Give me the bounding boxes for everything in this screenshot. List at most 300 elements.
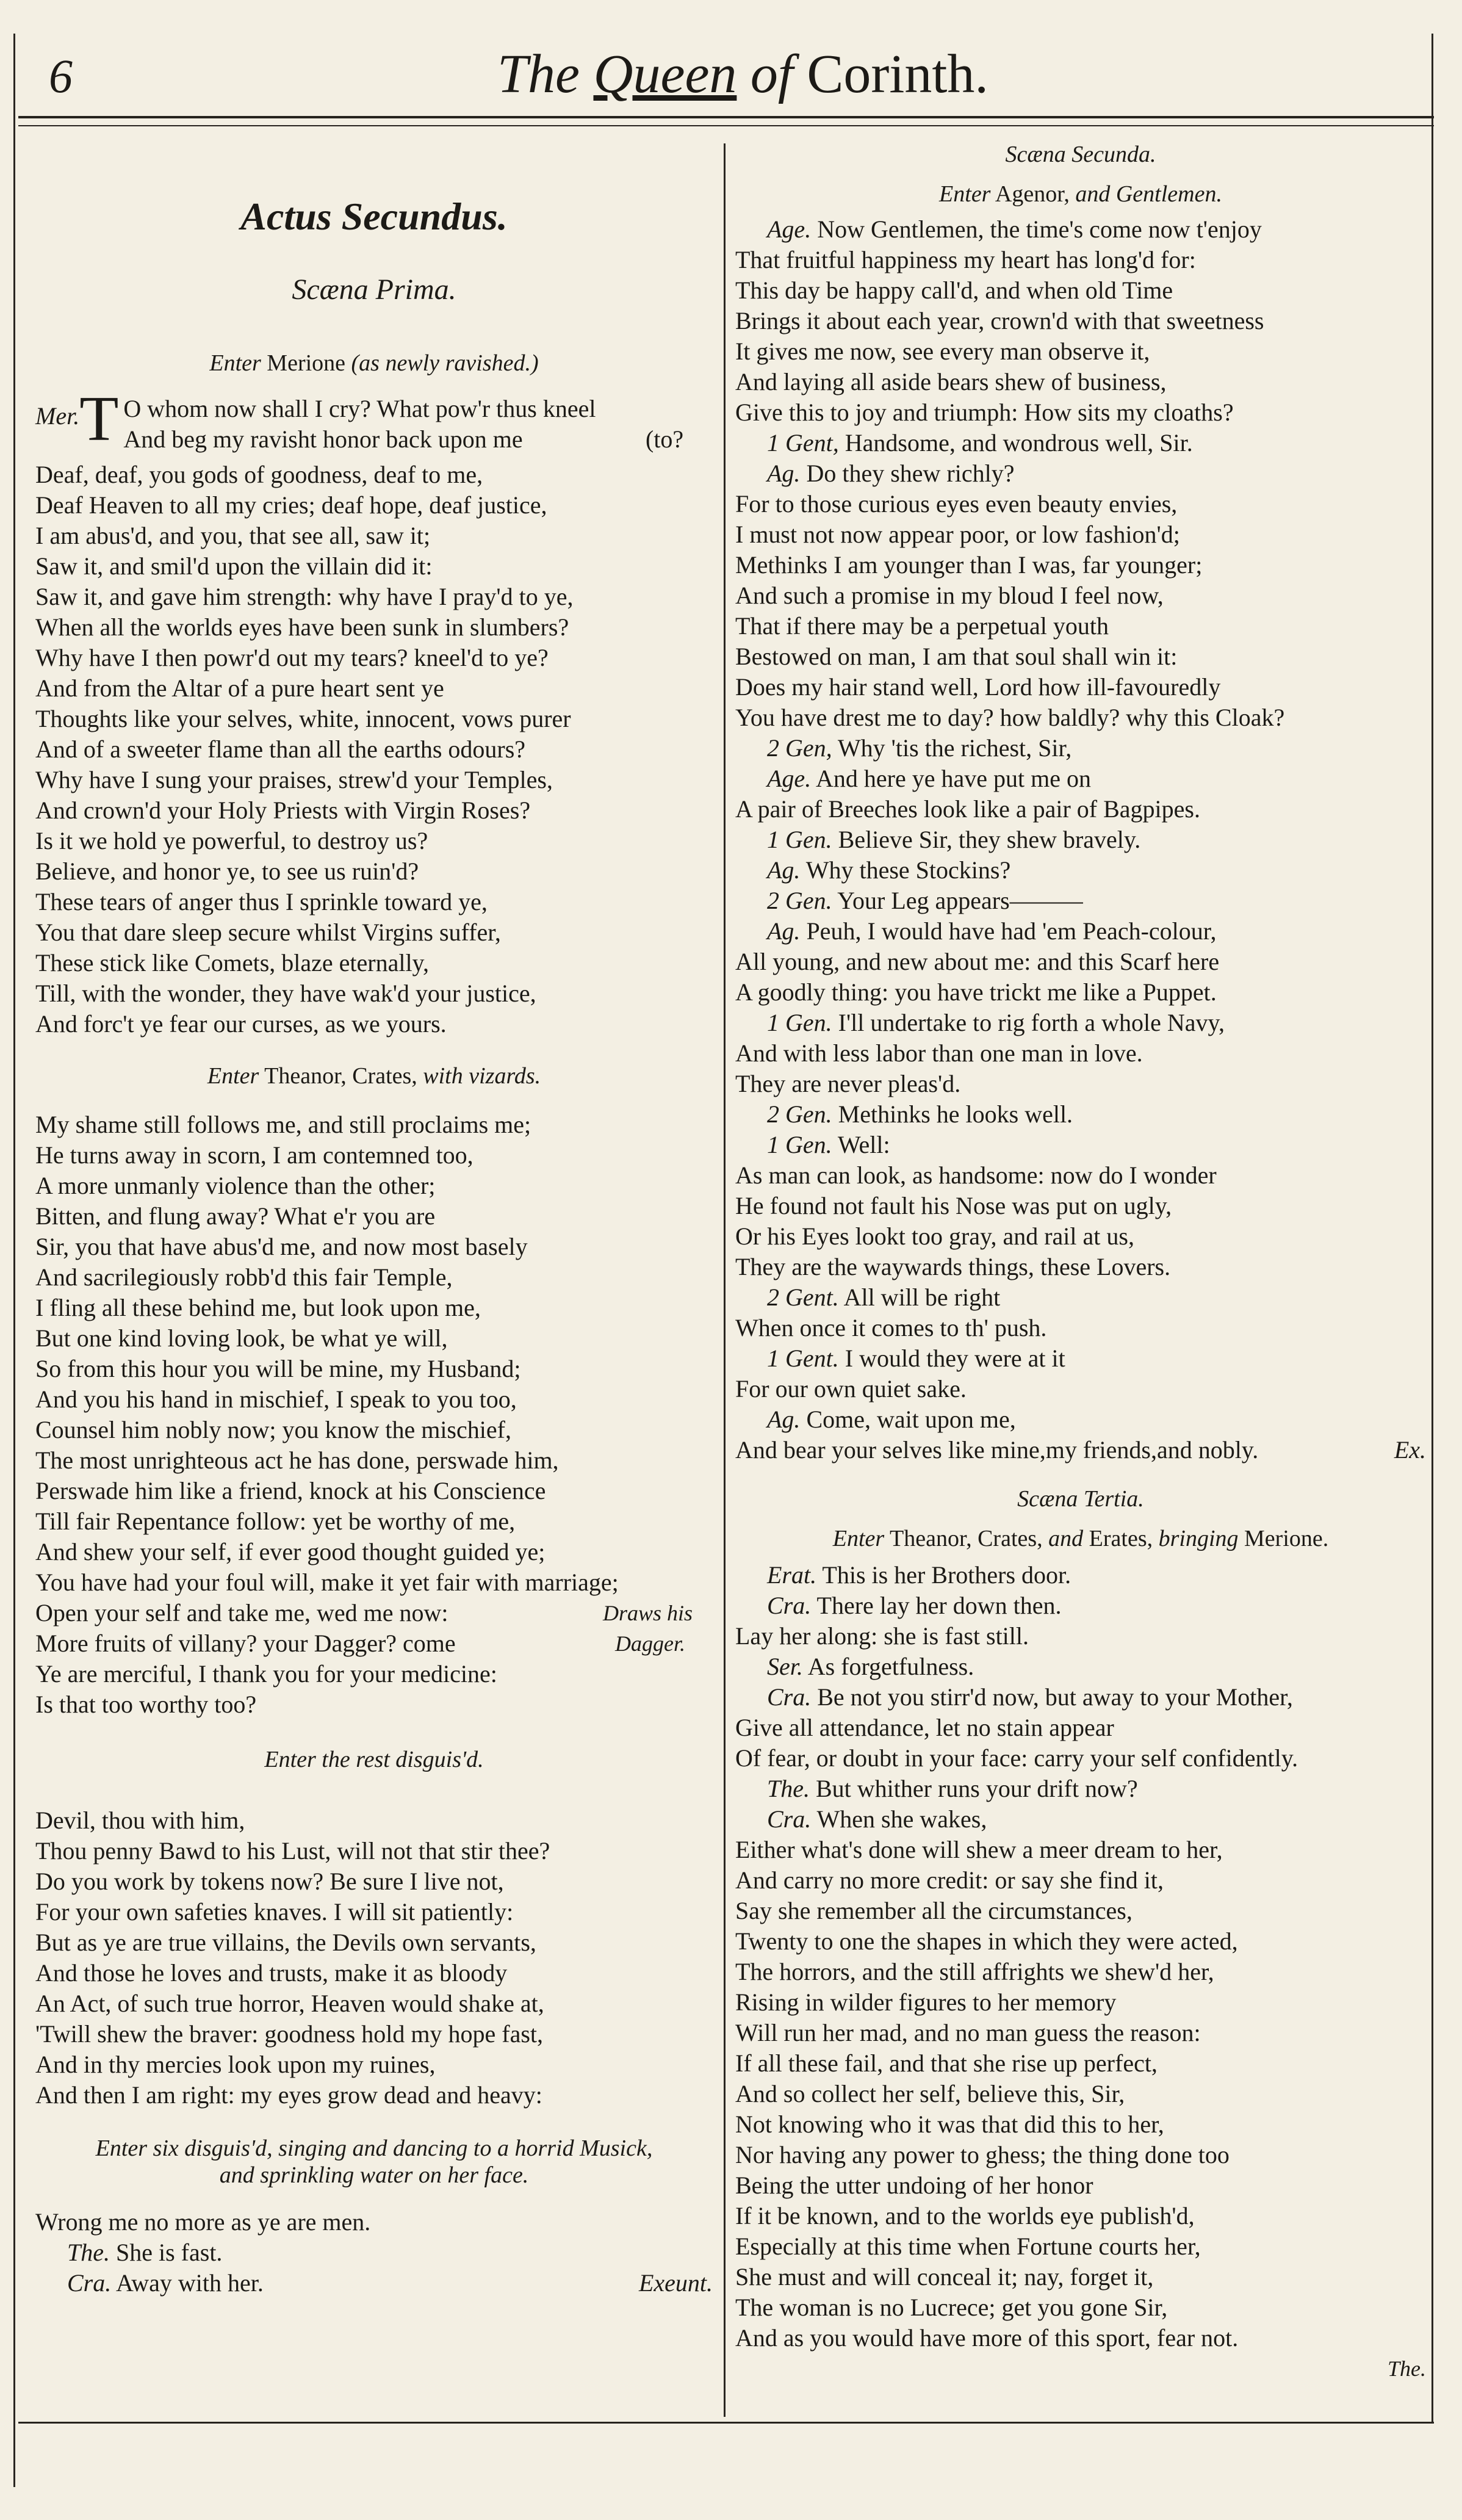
verse-text: Counsel him nobly now; you know the mischief, [35,1416,511,1443]
verse-line [35,765,713,795]
page-number: 6 [49,49,73,103]
verse-text: As man can look, as handsome: now do I wonder [735,1161,1217,1189]
verse-line [735,2109,1426,2140]
stage-direction-enter-merione [35,348,713,378]
verse-line [735,2201,1426,2231]
verse-line [735,1957,1426,1987]
speaker-prefix: 2 Gent. [767,1283,839,1311]
verse-text: Especially at this time when Fortune courts her, [735,2233,1201,2260]
verse-text: It gives me now, see every man observe it, [735,338,1150,365]
verse-text: Deaf Heaven to all my cries; deaf hope, deaf justice, [35,491,547,519]
speaker-prefix: 1 Gent. [767,1345,839,1372]
verse-text: And you his hand in mischief, I speak to you too, [35,1385,517,1413]
verse-text: Do you work by tokens now? Be sure I live not, [35,1868,504,1895]
verse-text: He found not fault his Nose was put on ugly, [735,1192,1172,1219]
verse-text: For your own safeties knaves. I will sit patiently: [35,1898,514,1926]
drop-cap: T [79,383,119,454]
verse-text: That fruitful happiness my heart has long'd for: [735,246,1196,273]
verse-line [735,367,1426,397]
stage-direction-enter-theanor-crates-erates [735,1523,1426,1554]
verse-line [35,1476,713,1506]
verse-text: Thou penny Bawd to his Lust, will not that stir thee? [35,1837,550,1865]
verse-line [35,1445,713,1476]
verse-line [735,2048,1426,2079]
verse-text: Do they shew richly? [806,460,1015,487]
scene-title-tertia: Scæna Tertia. [1017,1486,1144,1512]
verse-line [735,1160,1426,1191]
verse-line [35,978,713,1009]
verse-line [35,1805,713,1836]
verse-line [735,1560,1426,1590]
verse-text: For to those curious eyes even beauty envies, [735,490,1178,518]
stage-character: Theanor, Crates, [890,1526,1043,1551]
stage-character: Erates, [1089,1526,1153,1551]
verse-text: Saw it, and smil'd upon the villain did it: [35,552,433,580]
title-the: The [497,44,580,104]
verse-line [735,1374,1426,1404]
speaker-prefix: Ag. [767,460,801,487]
verse-line [735,611,1426,641]
verse-line [735,1130,1426,1160]
verse-text: Brings it about each year, crown'd with that sweetness [735,307,1264,334]
verse-line [735,1682,1426,1713]
verse-line [35,704,713,734]
verse-line [35,612,713,643]
verse-text: Peuh, I would have had 'em Peach-colour, [806,917,1217,945]
turnover: (to? [646,425,684,453]
verse-text: I am abus'd, and you, that see all, saw it; [35,522,431,549]
verse-line [35,2268,713,2298]
verse-line [735,1804,1426,1835]
verse-line [735,1099,1426,1130]
verse-text: Being the utter undoing of her honor [735,2172,1093,2199]
verse-line [35,2019,713,2049]
verse-text: And those he loves and trusts, make it as bloody [35,1959,508,1987]
verse-text: When she wakes, [816,1805,987,1833]
verse-line [735,550,1426,580]
verse-text: And forc't ye fear our curses, as we yours. [35,1010,447,1038]
verse-line [35,521,713,551]
verse-text: 'Twill shew the braver: goodness hold my hope fast, [35,2020,544,2048]
verse-text: Twenty to one the shapes in which they were acted, [735,1927,1238,1955]
verse-text: When all the worlds eyes have been sunk in slumbers? [35,613,569,641]
verse-text: And of a sweeter flame than all the earths odours? [35,735,526,763]
verse-line [735,1713,1426,1743]
speaker-prefix: Cra. [67,2269,112,2297]
verse-text: Handsome, and wondrous well, Sir. [844,429,1193,457]
stage-manner: and Gentlemen. [1075,181,1222,207]
verse-line [735,1435,1426,1465]
speaker-prefix: Age. [767,215,812,243]
verse-text: My shame still follows me, and still proclaims me; [35,1111,531,1138]
speaker-prefix: Ag. [767,917,801,945]
verse-text: A goodly thing: you have trickt me like a Puppet. [735,978,1217,1006]
verse-text: And crown'd your Holy Priests with Virgin Roses? [35,796,531,824]
verse-text: Why 'tis the richest, Sir, [837,734,1072,762]
verse-text: Away with her. [116,2269,264,2297]
verse-text: O whom now shall I cry? What pow'r thus kneel [123,395,596,422]
verse-line [35,2080,713,2110]
stage-character: Merione [267,350,346,376]
verse-line [735,1743,1426,1774]
verse-line [35,1866,713,1897]
speaker-prefix: Cra. [767,1805,812,1833]
verse-text: A more unmanly violence than the other; [35,1172,436,1199]
verse-text: You have had your foul will, make it yet fair with marriage; [35,1569,619,1596]
scene-title-prima: Scæna Prima. [292,273,456,306]
verse-text: Give this to joy and triumph: How sits my cloaths? [735,399,1234,426]
verse-line [735,825,1426,855]
verse-line [35,2049,713,2080]
verse-text: When once it comes to th' push. [735,1314,1047,1341]
verse-text: Till, with the wonder, they have wak'd your justice, [35,980,536,1007]
verse-line [735,1896,1426,1926]
verse-line [35,856,713,887]
stage-manner: with vizards. [423,1063,541,1089]
verse-line [35,826,713,856]
stage-conjunction: and [1048,1526,1084,1551]
verse-line [35,1897,713,1927]
verse-text: Bestowed on man, I am that soul shall win it: [735,643,1178,670]
verse-text: Is it we hold ye powerful, to destroy us? [35,827,428,854]
verse-line [35,1659,713,1689]
verse-text: That if there may be a perpetual youth [735,612,1109,640]
verse-line [35,2207,713,2237]
footer-rule [18,2422,1434,2424]
verse-text: And beg my ravisht honor back upon me [123,425,523,453]
verse-text: Open your self and take me, wed me now: [35,1599,448,1626]
verse-line [735,641,1426,672]
speaker-prefix: Cra. [767,1592,812,1619]
verse-text: Why these Stockins? [805,856,1011,884]
verse-line [735,702,1426,733]
verse-text: And laying all aside bears shew of business, [735,368,1167,395]
stage-character: Merione. [1244,1526,1329,1551]
verse-line [35,1110,713,1140]
stage-enter-word: Enter [939,181,991,207]
verse-line [735,1221,1426,1252]
verse-text: Perswade him like a friend, knock at his Conscience [35,1477,546,1504]
verse-line [735,336,1426,367]
verse-text: And with less labor than one man in love. [735,1039,1143,1067]
verse-line [735,1069,1426,1099]
verse-text: Or his Eyes lookt too gray, and rail at us, [735,1222,1134,1250]
speaker-prefix: 2 Gen, [767,734,832,762]
verse-line [35,1567,713,1598]
verse-line [735,794,1426,825]
verse-line [35,1009,713,1039]
stage-line: and sprinkling water on her face. [219,2162,529,2188]
verse-line [735,1038,1426,1069]
verse-line [35,1262,713,1293]
verse-line [735,733,1426,764]
verse-text: Thoughts like your selves, white, innocent, vows purer [35,705,571,732]
verse-line [35,1384,713,1415]
verse-text: She is fast. [116,2239,223,2266]
exit-direction: Ex. [1394,1436,1426,1464]
verse-line [735,1652,1426,1682]
verse-text: And then I am right: my eyes grow dead and heavy: [35,2081,542,2109]
verse-text: Methinks he looks well. [838,1100,1073,1128]
verse-line [735,2170,1426,2201]
verse-line [735,1191,1426,1221]
stage-enter-word: Enter [207,1063,259,1089]
verse-text: But one kind loving look, be what ye will, [35,1324,448,1352]
verse-line [735,2262,1426,2292]
speaker-prefix: The. [767,1775,810,1802]
stage-direction-rest-disguised: Enter the rest disguis'd. [264,1747,484,1772]
page-right-edge [1431,34,1433,2423]
verse-text: And from the Altar of a pure heart sent ye [35,674,444,702]
verse-text: The horrors, and the still affrights we shew'd her, [735,1958,1214,1985]
verse-text: And here ye have put me on [815,765,1091,792]
verse-text: And bear your selves like mine,my friends,and nobly. [735,1436,1259,1464]
verse-text: They are never pleas'd. [735,1070,961,1097]
verse-line [735,764,1426,794]
header-rule-thin [18,125,1434,126]
stage-manner: (as newly ravished.) [351,350,539,376]
stage-character: Agenor, [995,181,1070,207]
verse-text: Give all attendance, let no stain appear [735,1714,1114,1741]
speaker-prefix: Erat. [767,1561,817,1589]
speaker-prefix: Ag. [767,856,801,884]
verse-line [735,947,1426,977]
catchword-line [735,2353,1426,2384]
verse-line [35,1232,713,1262]
verse-line [735,489,1426,519]
verse-line [35,424,713,455]
verse-line [35,1201,713,1232]
verse-text: These stick like Comets, blaze eternally, [35,949,429,977]
left-column [35,140,713,2298]
verse-line [735,397,1426,428]
stage-enter-word: Enter [832,1526,885,1551]
verse-text: Devil, thou with him, [35,1807,245,1834]
verse-text: Now Gentlemen, the time's come now t'enjoy [817,215,1262,243]
verse-line [735,977,1426,1008]
verse-line [35,1293,713,1323]
verse-line [35,1958,713,1988]
verse-line [35,948,713,978]
verse-text: There lay her down then. [816,1592,1062,1619]
verse-line [735,519,1426,550]
running-head [497,43,988,106]
verse-line [35,582,713,612]
verse-line [735,2140,1426,2170]
verse-line [735,245,1426,275]
stage-direction-six-disguised [35,2135,713,2189]
verse-text: For our own quiet sake. [735,1375,967,1403]
verse-text: If all these fail, and that she rise up perfect, [735,2049,1158,2077]
verse-text: This day be happy call'd, and when old Time [735,276,1173,304]
verse-line [35,1171,713,1201]
verse-text: You have drest me to day? how baldly? why this Cloak? [735,704,1285,731]
verse-line [735,886,1426,916]
verse-text: Bitten, and flung away? What e'r you are [35,1202,436,1230]
stage-direction-enter-theanor [35,1061,713,1091]
speaker-prefix: Mer. [35,402,80,430]
verse-line [35,887,713,917]
verse-text: I'll undertake to rig forth a whole Navy, [838,1009,1225,1036]
verse-text: I fling all these behind me, but look upon me, [35,1294,481,1321]
stage-direction-enter-agenor [735,179,1426,209]
verse-text: Saw it, and gave him strength: why have I pray'd to ye, [35,583,574,610]
verse-text: Till fair Repentance follow: yet be worthy of me, [35,1507,516,1535]
verse-line [35,795,713,826]
verse-text: Is that too worthy too? [35,1691,257,1718]
right-column [735,140,1426,2384]
speaker-prefix: 1 Gent, [767,429,839,457]
speaker-prefix: The. [67,2239,110,2266]
speaker-prefix: 1 Gen. [767,826,832,853]
stage-manner: bringing [1158,1526,1239,1551]
verse-line [735,2018,1426,2048]
verse-text: Your Leg appears——— [837,887,1083,914]
verse-line [735,672,1426,702]
verse-text: This is her Brothers door. [822,1561,1071,1589]
verse-text: Ye are merciful, I thank you for your medicine: [35,1660,497,1688]
verse-text: And as you would have more of this sport, fear not. [735,2324,1239,2352]
verse-line [735,1774,1426,1804]
verse-text: I would they were at it [844,1345,1065,1372]
verse-text: All will be right [843,1283,1001,1311]
catchword: The. [1388,2356,1426,2381]
verse-text: Lay her along: she is fast still. [735,1622,1029,1650]
verse-text: They are the waywards things, these Lovers. [735,1253,1171,1280]
verse-line [735,1404,1426,1435]
verse-text: So from this hour you will be mine, my Husband; [35,1355,521,1382]
speaker-prefix: Age. [767,765,812,792]
verse-line [35,643,713,673]
verse-line [735,214,1426,245]
verse-text: These tears of anger thus I sprinkle toward ye, [35,888,488,915]
verse-text: Does my hair stand well, Lord how ill-favouredly [735,673,1221,701]
verse-line [735,1835,1426,1865]
verse-line [35,1354,713,1384]
verse-text: Well: [837,1131,890,1158]
verse-text: An Act, of such true horror, Heaven would shake at, [35,1990,544,2017]
verse-text: Will run her mad, and no man guess the reason: [735,2019,1201,2046]
verse-line [735,1343,1426,1374]
verse-text: All young, and new about me: and this Scarf here [735,948,1220,975]
verse-line [35,1415,713,1445]
verse-text: Come, wait upon me, [806,1406,1016,1433]
verse-line [35,2237,713,2268]
verse-text: And carry no more credit: or say she find it, [735,1866,1164,1894]
verse-line [735,2323,1426,2353]
verse-text: Of fear, or doubt in your face: carry your self confidently. [735,1744,1298,1772]
verse-text: Methinks I am younger than I was, far younger; [735,551,1203,579]
verse-line [35,551,713,582]
verse-line [735,458,1426,489]
verse-line [35,490,713,521]
verse-text: A pair of Breeches look like a pair of Bagpipes. [735,795,1200,823]
verse-text: But as ye are true villains, the Devils own servants, [35,1929,536,1956]
verse-text: Nor having any power to ghess; the thing done too [735,2141,1230,2168]
title-queen: Queen [593,44,737,104]
exeunt-direction: Exeunt. [638,2269,713,2297]
speaker-prefix: 1 Gen. [767,1131,832,1158]
verse-text: If it be known, and to the worlds eye publish'd, [735,2202,1195,2229]
verse-line [735,916,1426,947]
verse-line [35,1628,713,1659]
verse-line [735,1252,1426,1282]
verse-text: And sacrilegiously robb'd this fair Temple, [35,1263,453,1291]
verse-line [735,1621,1426,1652]
verse-line [35,1988,713,2019]
verse-text: Believe Sir, they shew bravely. [838,826,1141,853]
verse-line [35,1927,713,1958]
verse-text: Be not you stirr'd now, but away to your Mother, [817,1683,1293,1711]
title-corinth: Corinth. [807,44,988,104]
header-rule [18,116,1434,118]
verse-line [735,1987,1426,2018]
speaker-prefix: 1 Gen. [767,1009,832,1036]
verse-text: Not knowing who it was that did this to her, [735,2110,1164,2138]
verse-line [735,2079,1426,2109]
verse-line [35,1537,713,1567]
verse-text: Sir, you that have abus'd me, and now most basely [35,1233,528,1260]
verse-line [35,1506,713,1537]
verse-line [35,1689,713,1720]
verse-line [35,1323,713,1354]
speaker-prefix: Ser. [767,1653,803,1680]
verse-line [35,1836,713,1866]
verse-text: Wrong me no more as ye are men. [35,2208,371,2236]
verse-line [735,1590,1426,1621]
verse-text: Deaf, deaf, you gods of goodness, deaf to me, [35,461,483,488]
verse-line [735,1865,1426,1896]
verse-line [735,2292,1426,2323]
scene-title-secunda: Scæna Secunda. [1005,142,1156,167]
verse-line [35,1140,713,1171]
stage-note-draws: Draws his [603,1601,693,1625]
verse-line [735,275,1426,306]
speaker-prefix: 2 Gen. [767,1100,832,1128]
speaker-prefix: Cra. [767,1683,812,1711]
verse-text: More fruits of villany? your Dagger? come [35,1630,456,1657]
title-of: of [750,44,793,104]
verse-text: Either what's done will shew a meer dream to her, [735,1836,1223,1863]
verse-text: He turns away in scorn, I am contemned too, [35,1141,474,1169]
verse-line [735,580,1426,611]
stage-note-dagger: Dagger. [615,1631,685,1656]
verse-text: Believe, and honor ye, to see us ruin'd? [35,857,419,885]
verse-text: You that dare sleep secure whilst Virgins suffer, [35,919,501,946]
verse-line [735,1008,1426,1038]
verse-text: The woman is no Lucrece; get you gone Sir, [735,2294,1168,2321]
verse-text: Why have I sung your praises, strew'd your Temples, [35,766,553,793]
verse-line [735,855,1426,886]
verse-text: And shew your self, if ever good thought guided ye; [35,1538,546,1565]
verse-text: I must not now appear poor, or low fashion'd; [735,521,1180,548]
verse-line [35,734,713,765]
stage-enter-word: Enter [209,350,261,376]
verse-text: The most unrighteous act he has done, perswade him, [35,1446,559,1474]
verse-line [35,460,713,490]
verse-line [735,428,1426,458]
verse-line [735,1313,1426,1343]
stage-line: Enter six disguis'd, singing and dancing to a horrid Musick, [95,2136,653,2161]
act-title: Actus Secundus. [240,195,508,238]
verse-text: And such a promise in my bloud I feel now, [735,582,1164,609]
speaker-prefix: Ag. [767,1406,801,1433]
verse-line [735,2231,1426,2262]
speaker-prefix: 2 Gen. [767,887,832,914]
verse-line [35,917,713,948]
column-divider [724,143,726,2417]
verse-text: As forgetfulness. [807,1653,974,1680]
